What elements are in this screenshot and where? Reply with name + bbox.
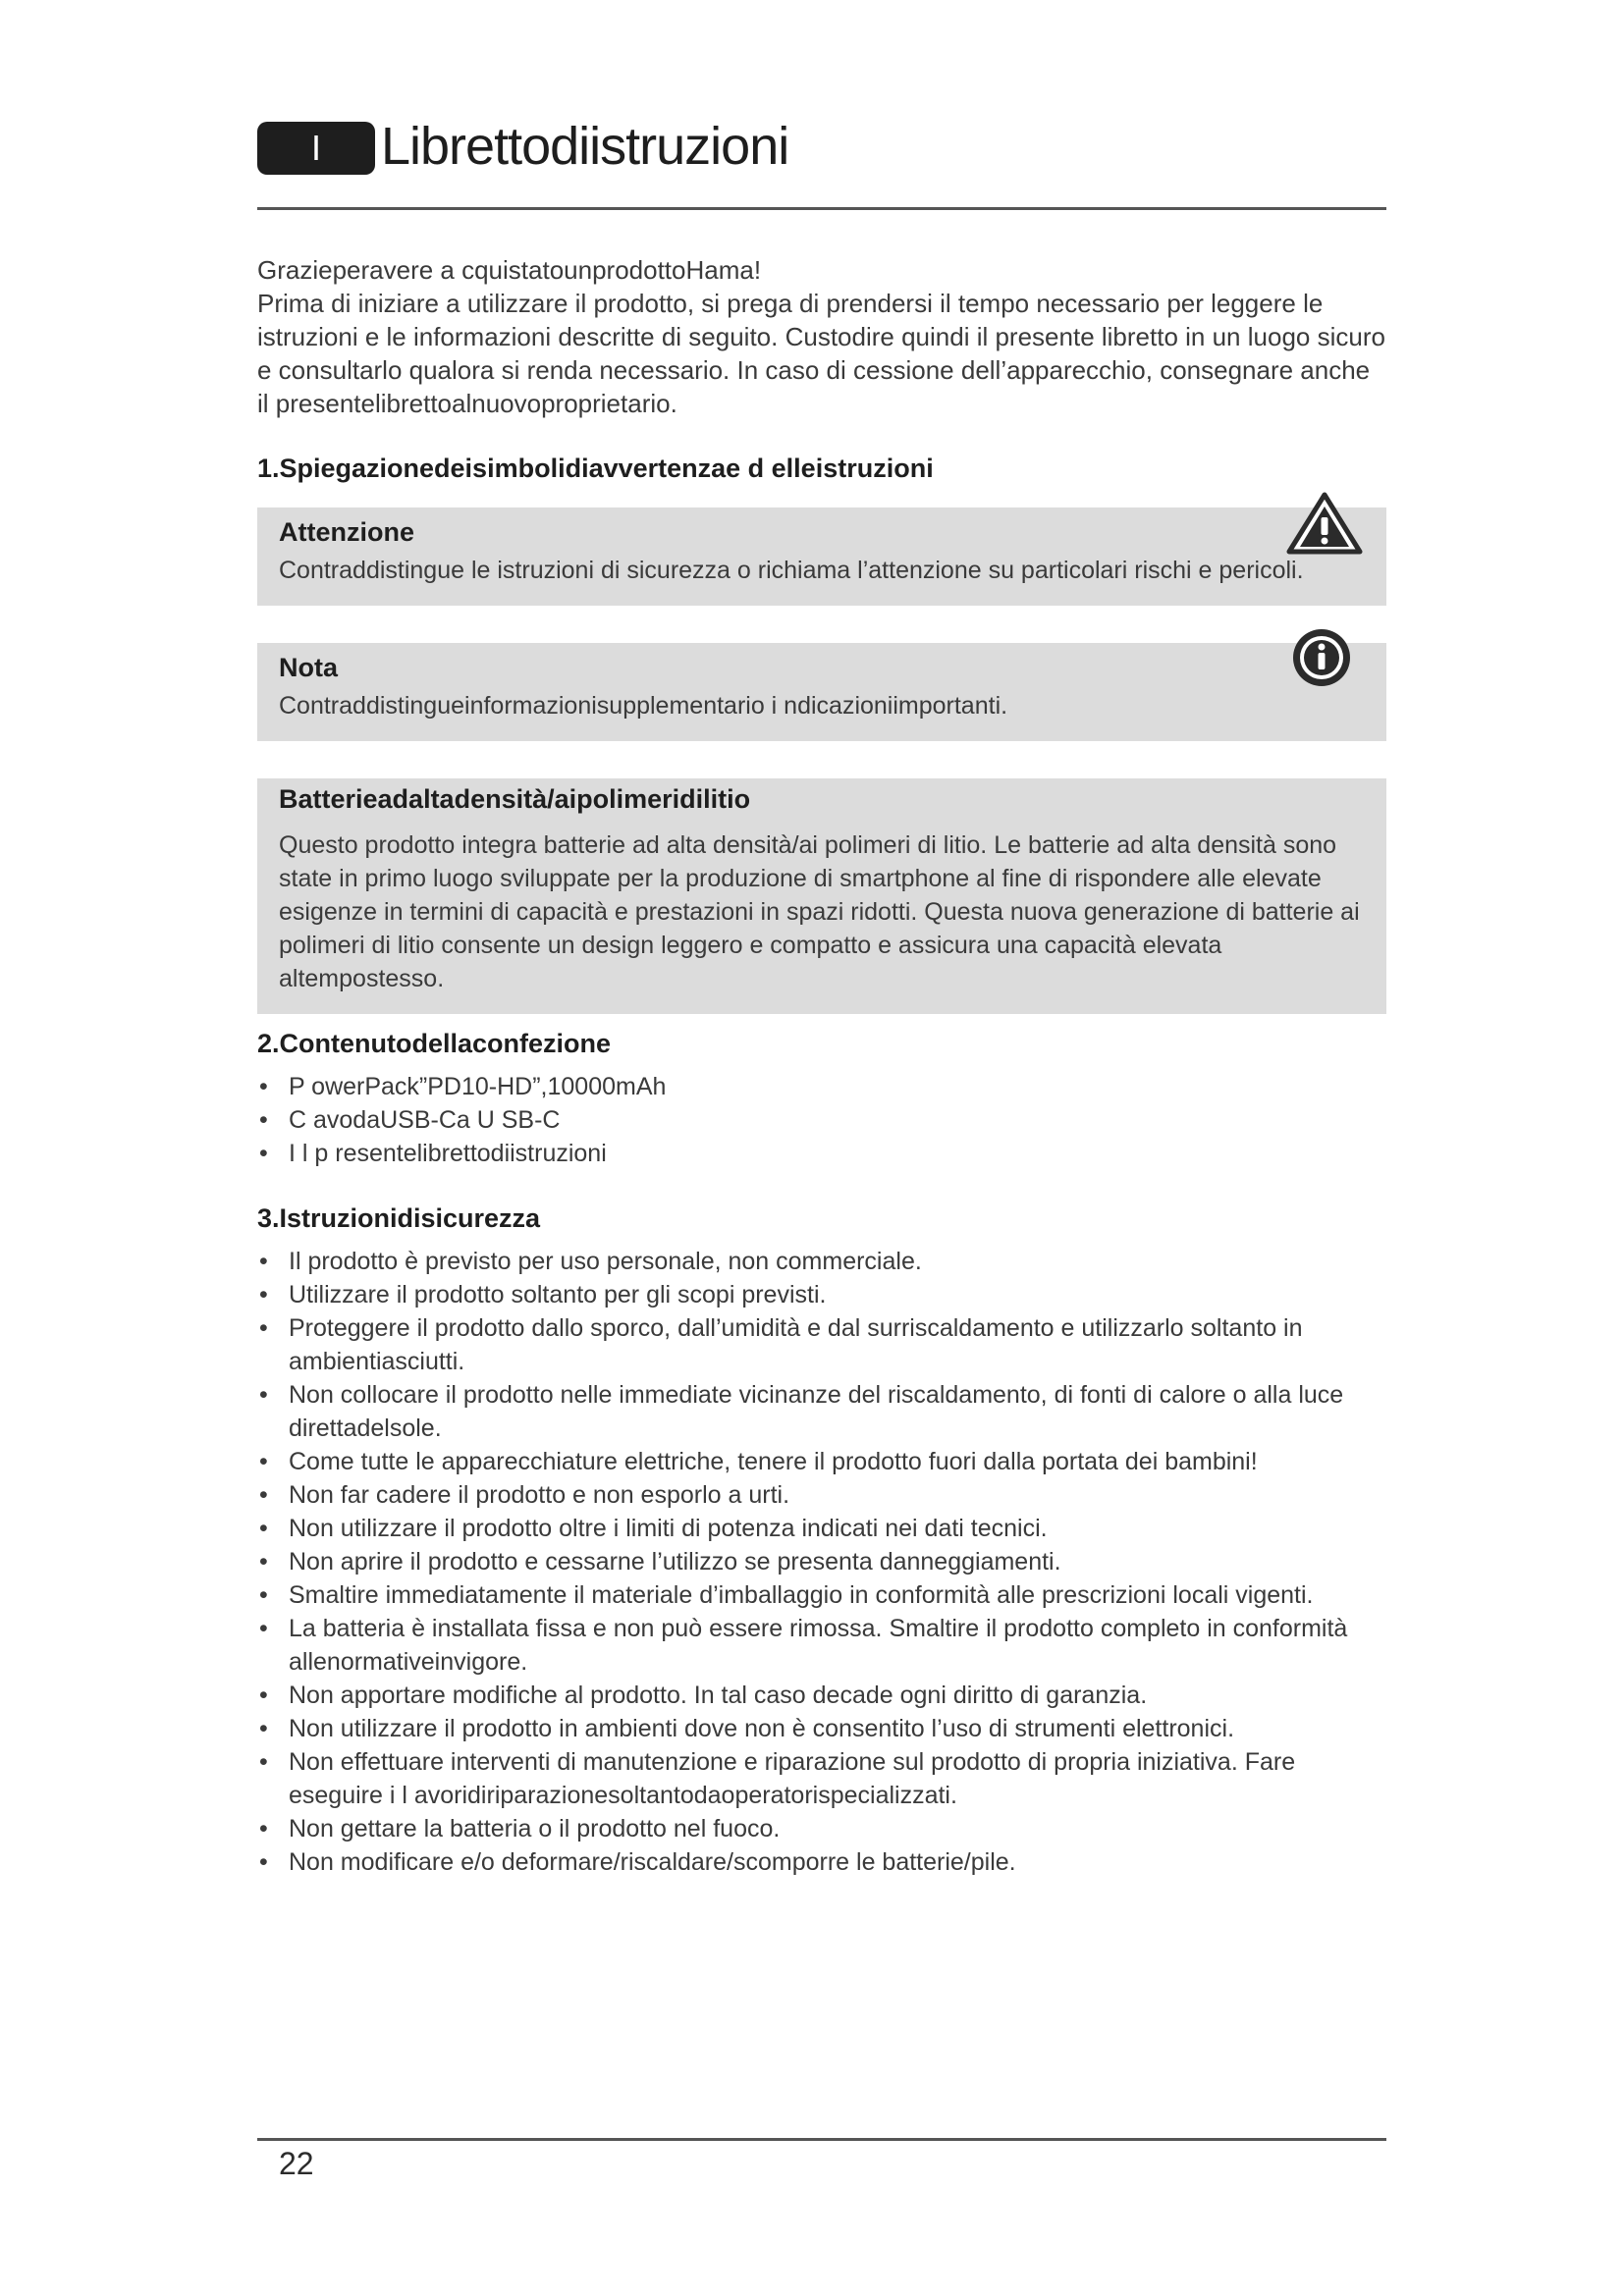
warning-box [257,507,1386,606]
section2-heading: 2.Contenutodellaconfezione [257,1029,612,1058]
footer-divider [257,2138,1386,2141]
list-item: • Il prodotto è previsto per uso personale, non commerciale. [257,1245,1377,1278]
list-item: • Non aprire il prodotto e cessarne l’utilizzo se presenta danneggiamenti. [257,1545,1377,1578]
warning-text: Contraddistingue le istruzioni di sicurezza o richiama l’attenzione su particolari rischi e pericoli. [279,557,1304,584]
language-badge: I [257,122,375,175]
info-icon [1290,626,1353,689]
section1-heading: 1.Spiegazionedeisimbolidiavvertenzae d elleistruzioni [257,454,934,483]
page-number: 22 [279,2146,314,2181]
list-item: • Proteggere il prodotto dallo sporco, dall’umidità e dal surriscaldamento e utilizzarlo soltanto in ambientiasciutti. [257,1311,1377,1378]
battery-text: Questo prodotto integra batterie ad alta densità/ai polimeri di litio. Le batterie ad alta densità sono state in primo luogo sviluppate per la produzione di smartphone al fine di rispondere alle elevate esigenze in termini di capacità e prestazioni in spazi ridotti. Questa nuova generazione di batterie ai polimeri di litio consente un design leggero e compatto e assicura una capacità elevata altempostesso. [279,831,1360,992]
warning-triangle-icon [1286,491,1363,556]
list-item: • Non modificare e/o deformare/riscaldare/scomporre le batterie/pile. [257,1845,1377,1879]
safety-instructions-list [257,1245,1377,1879]
list-item: • Non collocare il prodotto nelle immediate vicinanze del riscaldamento, di fonti di calore o alla luce direttadelsole. [257,1378,1377,1445]
list-item: • Utilizzare il prodotto soltanto per gli scopi previsti. [257,1278,1377,1311]
intro-paragraph: Prima di iniziare a utilizzare il prodotto, si prega di prendersi il tempo necessario per leggere le istruzioni e le informazioni descritte di seguito. Custodire quindi il presente libretto in un luogo sicuro e consultarlo qualora si renda necessario. In caso di cessione dell’apparecchio, consegnare anche il presentelibrettoalnuovoproprietario. [257,289,1385,418]
list-item: • Non utilizzare il prodotto oltre i limiti di potenza indicati nei dati tecnici. [257,1512,1377,1545]
list-item: • Non apportare modifiche al prodotto. In tal caso decade ogni diritto di garanzia. [257,1679,1377,1712]
page-header [257,117,1386,181]
list-item: • Non utilizzare il prodotto in ambienti dove non è consentito l’uso di strumenti elettronici. [257,1712,1377,1745]
battery-info-box [257,778,1386,1014]
battery-title: Batterieadaltadensità/aipolimeridilitio [279,784,751,814]
package-contents-list [257,1070,1386,1170]
intro-greeting: Grazieperavere a cquistatounprodottoHama! [257,255,762,285]
list-item: • C avodaUSB-Ca U SB-C [257,1103,1386,1137]
list-item: • Smaltire immediatamente il materiale d’imballaggio in conformità alle prescrizioni locali vigenti. [257,1578,1377,1612]
note-text: Contraddistingueinformazionisupplementario i ndicazioniimportanti. [279,692,1008,720]
note-box [257,643,1386,741]
document-title: Librettodiistruzioni [381,117,789,176]
list-item: • I l p resentelibrettodiistruzioni [257,1137,1386,1170]
list-item: • Non far cadere il prodotto e non esporlo a urti. [257,1478,1377,1512]
list-item: • La batteria è installata fissa e non può essere rimossa. Smaltire il prodotto completo in conformità allenormativeinvigore. [257,1612,1377,1679]
list-item: • Non effettuare interventi di manutenzione e riparazione sul prodotto di propria iniziativa. Fare eseguire i l avoridiriparazionesoltantodaoperatorispecializzati. [257,1745,1377,1812]
section3-heading: 3.Istruzionidisicurezza [257,1203,541,1233]
intro-text [257,253,1386,420]
list-item: • P owerPack”PD10-HD”,10000mAh [257,1070,1386,1103]
note-title: Nota [279,653,338,682]
header-divider [257,207,1386,210]
list-item: • Come tutte le apparecchiature elettriche, tenere il prodotto fuori dalla portata dei bambini! [257,1445,1377,1478]
warning-title: Attenzione [279,517,414,547]
list-item: • Non gettare la batteria o il prodotto nel fuoco. [257,1812,1377,1845]
